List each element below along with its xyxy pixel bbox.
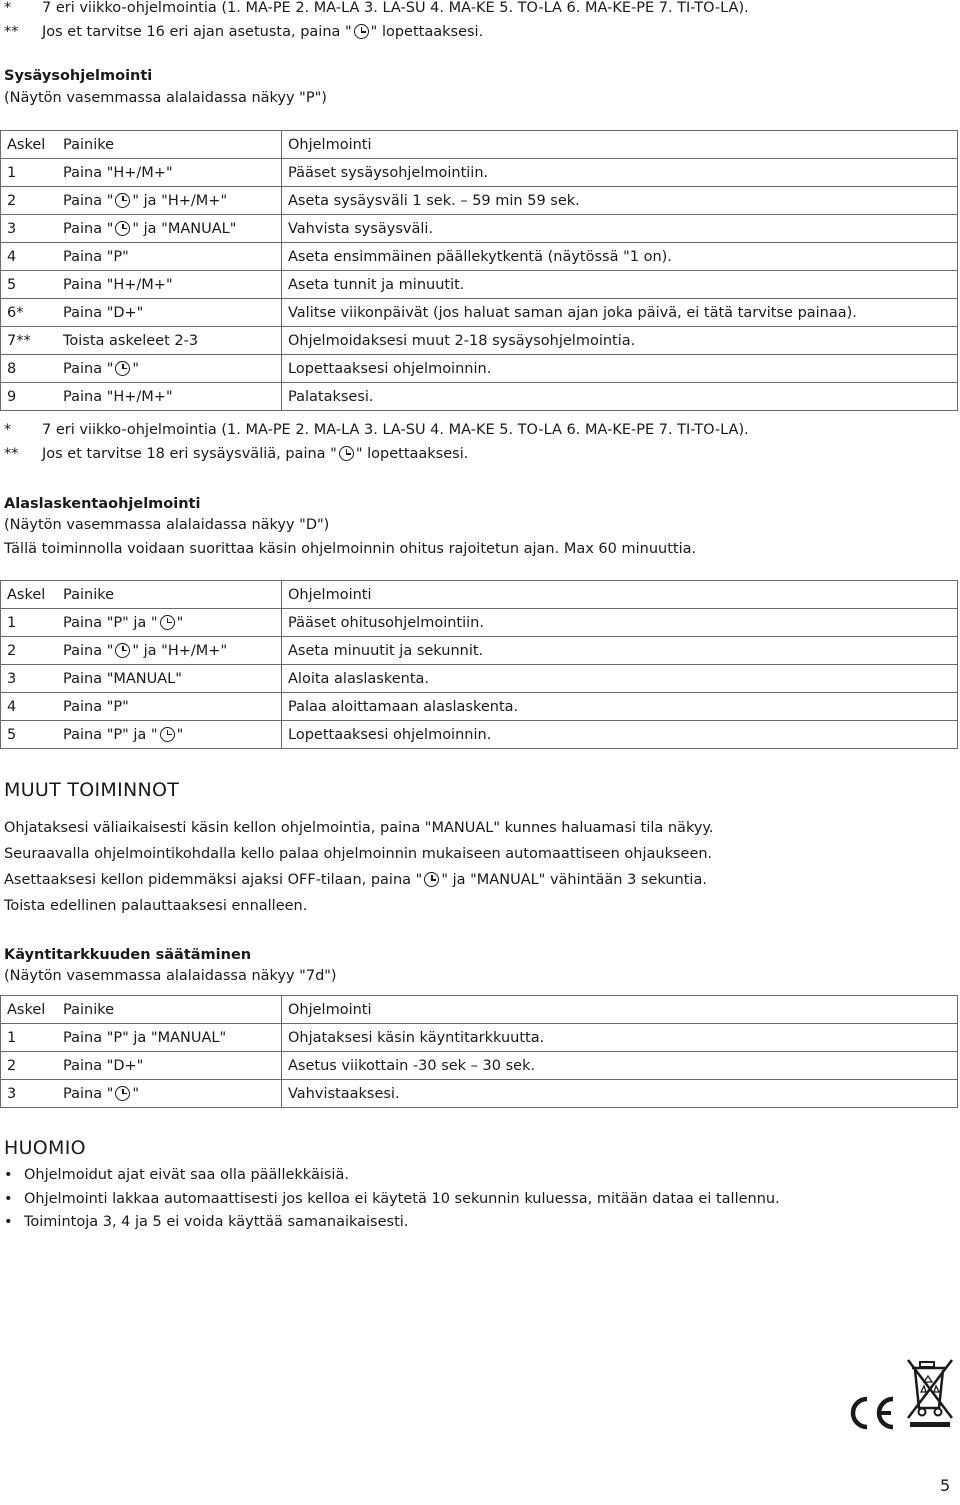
other-paragraph-1: Ohjataksesi väliaikaisesti käsin kellon ohjelmointia, paina "MANUAL" kunnes haluamasi tila näkyy. [4, 820, 714, 836]
table-row: 2 Paina " " ja "H+/M+" Aseta minuutit ja sekunnit. [1, 637, 958, 665]
section-title-note: HUOMIO [4, 1137, 86, 1159]
footnote-weekly-2: * 7 eri viikko-ohjelmointia (1. MA-PE 2. MA-LA 3. LA-SU 4. MA-KE 5. TO-LA 6. MA-KE-PE 7. TI-TO-LA). [4, 422, 749, 438]
runtime-steps-table [0, 995, 958, 1108]
table-row: 1 Paina "P" ja " " Pääset ohitusohjelmointiin. [1, 609, 958, 637]
table-row: 9 Paina "H+/M+" Palataksesi. [1, 383, 958, 411]
countdown-steps-table [0, 580, 958, 749]
clock-icon [354, 24, 369, 39]
weee-bin-icon [904, 1356, 956, 1428]
clock-icon [115, 643, 130, 658]
section-title-countdown: Alaslaskentaohjelmointi [4, 496, 201, 512]
table-row: 4 Paina "P" Palaa aloittamaan alaslaskenta. [1, 693, 958, 721]
section-title-other: MUUT TOIMINNOT [4, 779, 180, 801]
list-item: • Ohjelmointi lakkaa automaattisesti jos kelloa ei käytetä 10 sekunnin kuluessa, mitään dataa ei tallennu. [4, 1191, 780, 1207]
section-subtitle-pulse: (Näytön vasemmassa alalaidassa näkyy "P") [4, 90, 327, 106]
clock-icon [115, 221, 130, 236]
footnote-weekly: * 7 eri viikko-ohjelmointia (1. MA-PE 2. MA-LA 3. LA-SU 4. MA-KE 5. TO-LA 6. MA-KE-PE 7. TI-TO-LA). [4, 0, 749, 16]
table-row: 3 Paina "MANUAL" Aloita alaslaskenta. [1, 665, 958, 693]
other-paragraph-4: Toista edellinen palauttaaksesi ennalleen. [4, 898, 308, 914]
bullet-icon: • [4, 1214, 13, 1230]
clock-icon [115, 1086, 130, 1101]
other-paragraph-2: Seuraavalla ohjelmointikohdalla kello palaa ohjelmoinnin mukaiseen automaattiseen ohjaukseen. [4, 846, 713, 862]
pulse-steps-table [0, 130, 958, 411]
ce-mark-icon [846, 1393, 898, 1433]
table-row: 1 Paina "H+/M+" Pääset sysäysohjelmointiin. [1, 159, 958, 187]
table-row: 3 Paina " " ja "MANUAL" Vahvista sysäysväli. [1, 215, 958, 243]
clock-icon [424, 872, 439, 887]
page-number: 5 [940, 1476, 951, 1495]
clock-icon [160, 727, 175, 742]
section-title-pulse: Sysäysohjelmointi [4, 68, 153, 84]
clock-icon [339, 446, 354, 461]
table-row: 1 Paina "P" ja "MANUAL" Ohjataksesi käsin käyntitarkkuutta. [1, 1024, 958, 1052]
list-item: • Ohjelmoidut ajat eivät saa olla päällekkäisiä. [4, 1167, 349, 1183]
other-paragraph-3: Asettaaksesi kellon pidemmäksi ajaksi OFF-tilaan, paina " " ja "MANUAL" vähintään 3 sekuntia. [4, 872, 707, 888]
section-subtitle-runtime: (Näytön vasemmassa alalaidassa näkyy "7d") [4, 968, 337, 984]
table-row: 6* Paina "D+" Valitse viikonpäivät (jos haluat saman ajan joka päivä, ei tätä tarvitse painaa). [1, 299, 958, 327]
table-row: 2 Paina "D+" Asetus viikottain -30 sek – 30 sek. [1, 1052, 958, 1080]
list-item: • Toimintoja 3, 4 ja 5 ei voida käyttää samanaikaisesti. [4, 1214, 409, 1230]
table-row: 2 Paina " " ja "H+/M+" Aseta sysäysväli 1 sek. – 59 min 59 sek. [1, 187, 958, 215]
section-title-runtime: Käyntitarkkuuden säätäminen [4, 947, 252, 963]
table-header-row: Askel Painike Ohjelmointi [1, 131, 958, 159]
table-row: 3 Paina " " Vahvistaaksesi. [1, 1080, 958, 1108]
clock-icon [115, 193, 130, 208]
bullet-icon: • [4, 1191, 13, 1207]
countdown-intro: Tällä toiminnolla voidaan suorittaa käsin ohjelmoinnin ohitus rajoitetun ajan. Max 60 minuuttia. [4, 541, 697, 557]
bullet-icon: • [4, 1167, 13, 1183]
clock-icon [160, 615, 175, 630]
footnote-exit: ** Jos et tarvitse 16 eri ajan asetusta, paina " " lopettaaksesi. [4, 24, 484, 40]
footnote-exit-2: ** Jos et tarvitse 18 eri sysäysväliä, paina " " lopettaaksesi. [4, 446, 469, 462]
table-row: 4 Paina "P" Aseta ensimmäinen päällekytkentä (näytössä "1 on). [1, 243, 958, 271]
table-row: 5 Paina "H+/M+" Aseta tunnit ja minuutit. [1, 271, 958, 299]
table-row: 5 Paina "P" ja " " Lopettaaksesi ohjelmoinnin. [1, 721, 958, 749]
table-row: 7** Toista askeleet 2-3 Ohjelmoidaksesi muut 2-18 sysäysohjelmointia. [1, 327, 958, 355]
clock-icon [115, 361, 130, 376]
table-header-row: Askel Painike Ohjelmointi [1, 581, 958, 609]
table-header-row: Askel Painike Ohjelmointi [1, 996, 958, 1024]
section-subtitle-countdown: (Näytön vasemmassa alalaidassa näkyy "D") [4, 517, 330, 533]
table-row: 8 Paina " " Lopettaaksesi ohjelmoinnin. [1, 355, 958, 383]
